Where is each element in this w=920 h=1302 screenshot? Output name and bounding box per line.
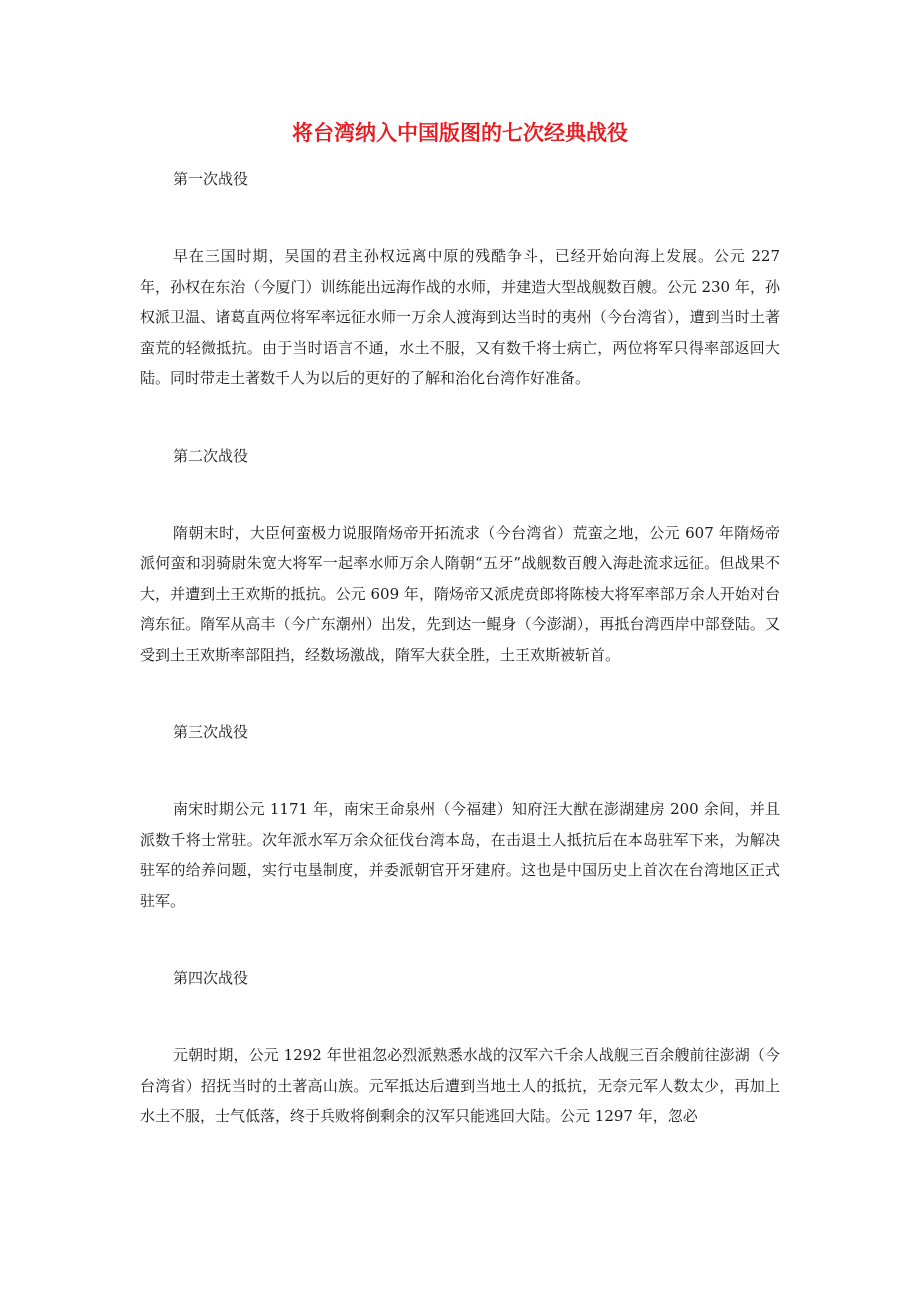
section-paragraph-1: 早在三国时期，吴国的君主孙权远离中原的残酷争斗，已经开始向海上发展。公元 227 年，孙权在东治（今厦门）训练能出远海作战的水师，并建造大型战舰数百艘。公元 230 年，孙权派卫温、诸葛直两位将军率远征水师一万余人渡海到达当时的夷州（今台湾省），遭到当时土著蛮荒的轻微抵抗。由于当时语言不通，水土不服，又有数千将士病亡，两位将军只得率部返回大陆。同时带走土著数千人为以后的更好的了解和治化台湾作好准备。 [140,247,780,387]
section-paragraph-4: 元朝时期，公元 1292 年世祖忽必烈派熟悉水战的汉军六千余人战舰三百余艘前往澎湖（今台湾省）招抚当时的土著高山族。元军抵达后遭到当地土人的抵抗，无奈元军人数太少，再加上水土不服，士气低落，终于兵败将倒剩余的汉军只能逃回大陆。公元 1297 年，忽必 [140,1046,780,1125]
section-heading-2: 第二次战役 [173,446,249,465]
section-paragraph-3: 南宋时期公元 1171 年，南宋王命泉州（今福建）知府汪大猷在澎湖建房 200 余间，并且派数千将士常驻。次年派水军万余众征伐台湾本岛，在击退土人抵抗后在本岛驻军下来，为解决驻军的给养问题，实行屯垦制度，并委派朝官开牙建府。这也是中国历史上首次在台湾地区正式驻军。 [140,800,780,910]
document-body [140,164,780,1132]
section-paragraph-2: 隋朝末时，大臣何蛮极力说服隋炀帝开拓流求（今台湾省）荒蛮之地，公元 607 年隋炀帝派何蛮和羽骑尉朱宽大将军一起率水师万余人隋朝“五牙”战舰数百艘入海赴流求远征。但战果不大，并遭到土王欢斯的抵抗。公元 609 年，隋炀帝又派虎贲郎将陈棱大将军率部万余人开始对台湾东征。隋军从高丰（今广东潮州）出发，先到达一鲲身（今澎湖），再抵台湾西岸中部登陆。又受到土王欢斯率部阻挡，经数场激战，隋军大获全胜，土王欢斯被斩首。 [140,523,780,664]
section-heading-3: 第三次战役 [173,723,249,741]
section-heading-1: 第一次战役 [173,170,249,188]
document-title: 将台湾纳入中国版图的七次经典战役 [292,121,628,145]
section-heading-4: 第四次战役 [173,969,249,987]
